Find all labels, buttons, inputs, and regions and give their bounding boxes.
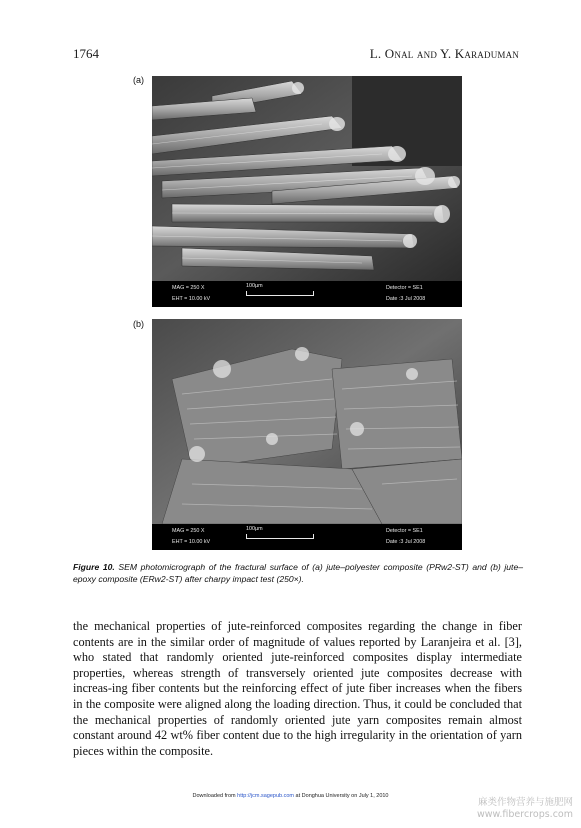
- sem-info-bar-b: [152, 524, 462, 550]
- panel-label-a: (a): [133, 75, 144, 85]
- caption-text: SEM photomicrograph of the fractural surface of (a) jute–polyester composite (PRw2-ST) and (b) jute–epoxy composite (ERw2-ST) after charpy impact test (250×).: [73, 562, 523, 584]
- scale-label: 100µm: [246, 283, 263, 289]
- watermark-line-1: 麻类作物营养与施肥网: [477, 797, 573, 808]
- figure-caption: [73, 561, 523, 585]
- scale-bar: [246, 291, 314, 296]
- sem-image-b: [152, 319, 462, 550]
- sem-image-a: [152, 76, 462, 307]
- body-paragraph: the mechanical properties of jute-reinforced composites regarding the change in fiber contents are in the similar order of magnitude of values reported by Laranjeira et al. [3], who stated that randomly oriented jute-reinforced composites display intermediate properties, whereas strength of transversely oriented jute composites decrease with increas-ing fiber contents but the reinforcing effect of jute fiber increases when the fibers in the composite were aligned along the loading direction. Thus, it could be concluded that the mechanical properties of randomly oriented jute yarn composites remain almost constant around 42 wt% fiber content due to the high irregularity in the orientation of yarn pieces within the composite.: [73, 619, 522, 758]
- scale-label: 100µm: [246, 526, 263, 532]
- date-readout: Date :3 Jul 2008: [386, 296, 426, 302]
- eht-readout: EHT = 10.00 kV: [172, 539, 211, 545]
- sem-micrograph-b: [152, 319, 462, 524]
- detector-readout: Detector = SE1: [386, 528, 423, 534]
- date-readout: Date :3 Jul 2008: [386, 539, 426, 545]
- sem-info-bar-a: [152, 281, 462, 307]
- watermark: [477, 797, 573, 821]
- scale-bar: [246, 534, 314, 539]
- mag-readout: MAG = 250 X: [172, 285, 205, 291]
- detector-readout: Detector = SE1: [386, 285, 423, 291]
- footer-suffix: at Donghua University on July 1, 2010: [295, 793, 389, 799]
- running-head: L. Onal and Y. Karaduman: [369, 46, 519, 61]
- mag-readout: MAG = 250 X: [172, 528, 205, 534]
- watermark-line-2: www.fibercrops.com: [476, 809, 573, 820]
- eht-readout: EHT = 10.00 kV: [172, 296, 211, 302]
- footer-prefix: Downloaded from: [192, 793, 236, 799]
- sem-micrograph-a: [152, 76, 462, 281]
- page-number: 1764: [73, 46, 99, 61]
- panel-label-b: (b): [133, 319, 144, 329]
- caption-label: Figure 10.: [73, 562, 115, 572]
- footer-link[interactable]: http://jcm.sagepub.com: [237, 793, 295, 799]
